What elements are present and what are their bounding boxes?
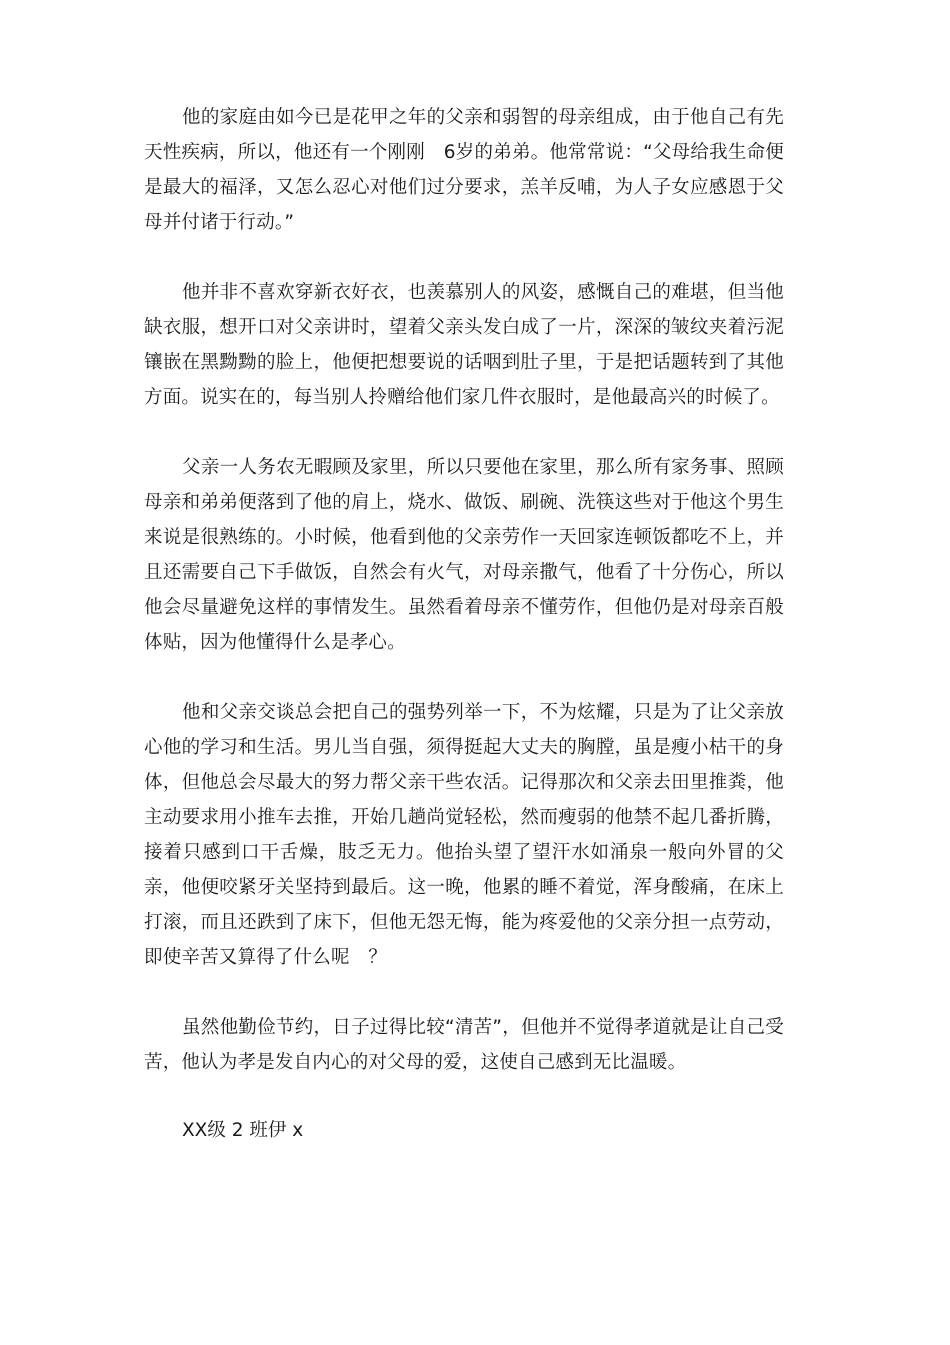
paragraph-4: 他和父亲交谈总会把自己的强势列举一下，不为炫耀，只是为了让父亲放心他的学习和生活。男儿当自强，须得挺起大丈夫的胸膛，虽是瘦小枯干的身体，但他总会尽最大的努力帮父亲干些农活。记得那次和父亲去田里推粪，他主动要求用小推车去推，开始几趟尚觉轻松，然而瘦弱的他禁不起几番折腾，接着只感到口干舌燥，肢乏无力。他抬头望了望汗水如涌泉一般向外冒的父亲，他便咬紧牙关坚持到最后。这一晚，他累的睡不着觉，浑身酸痛，在床上打滚，而且还跌到了床下，但他无怨无悔，能为疼爱他的父亲分担一点劳动，即使辛苦又算得了什么呢 ？	[144, 702, 784, 968]
author-signature: XX级 2 班伊 x	[182, 1120, 304, 1141]
paragraph-5: 虽然他勤俭节约，日子过得比较“清苦”，但他并不觉得孝道就是让自己受苦，他认为孝是发自内心的对父母的爱，这使自己感到无比温暖。	[144, 1017, 784, 1073]
paragraph-3: 父亲一人务农无暇顾及家里，所以只要他在家里，那么所有家务事、照顾母亲和弟弟便落到了他的肩上，烧水、做饭、刷碗、洗筷这些对于他这个男生来说是很熟练的。小时候，他看到他的父亲劳作一天回家连顿饭都吃不上，并且还需要自己下手做饭，自然会有火气，对母亲撒气，他看了十分伤心，所以他会尽量避免这样的事情发生。虽然看着母亲不懂劳作，但他仍是对母亲百般体贴，因为他懂得什么是孝心。	[144, 457, 784, 653]
paragraph-2: 他并非不喜欢穿新衣好衣，也羡慕别人的风姿，感慨自己的难堪，但当他缺衣服，想开口对父亲讲时，望着父亲头发白成了一片，深深的皱纹夹着污泥镶嵌在黑黝黝的脸上，他便把想要说的话咽到肚子里，于是把话题转到了其他方面。说实在的，每当别人拎赠给他们家几件衣服时，是他最高兴的时候了。	[144, 282, 784, 408]
paragraph-1: 他的家庭由如今已是花甲之年的父亲和弱智的母亲组成，由于他自己有先天性疾病，所以，他还有一个刚刚 6岁的弟弟。他常常说：“父母给我生命便是最大的福泽，又怎么忍心对他们过分要求，羔羊反哺，为人子女应感恩于父母并付诸于行动。”	[144, 107, 784, 233]
document-page	[144, 100, 784, 1148]
